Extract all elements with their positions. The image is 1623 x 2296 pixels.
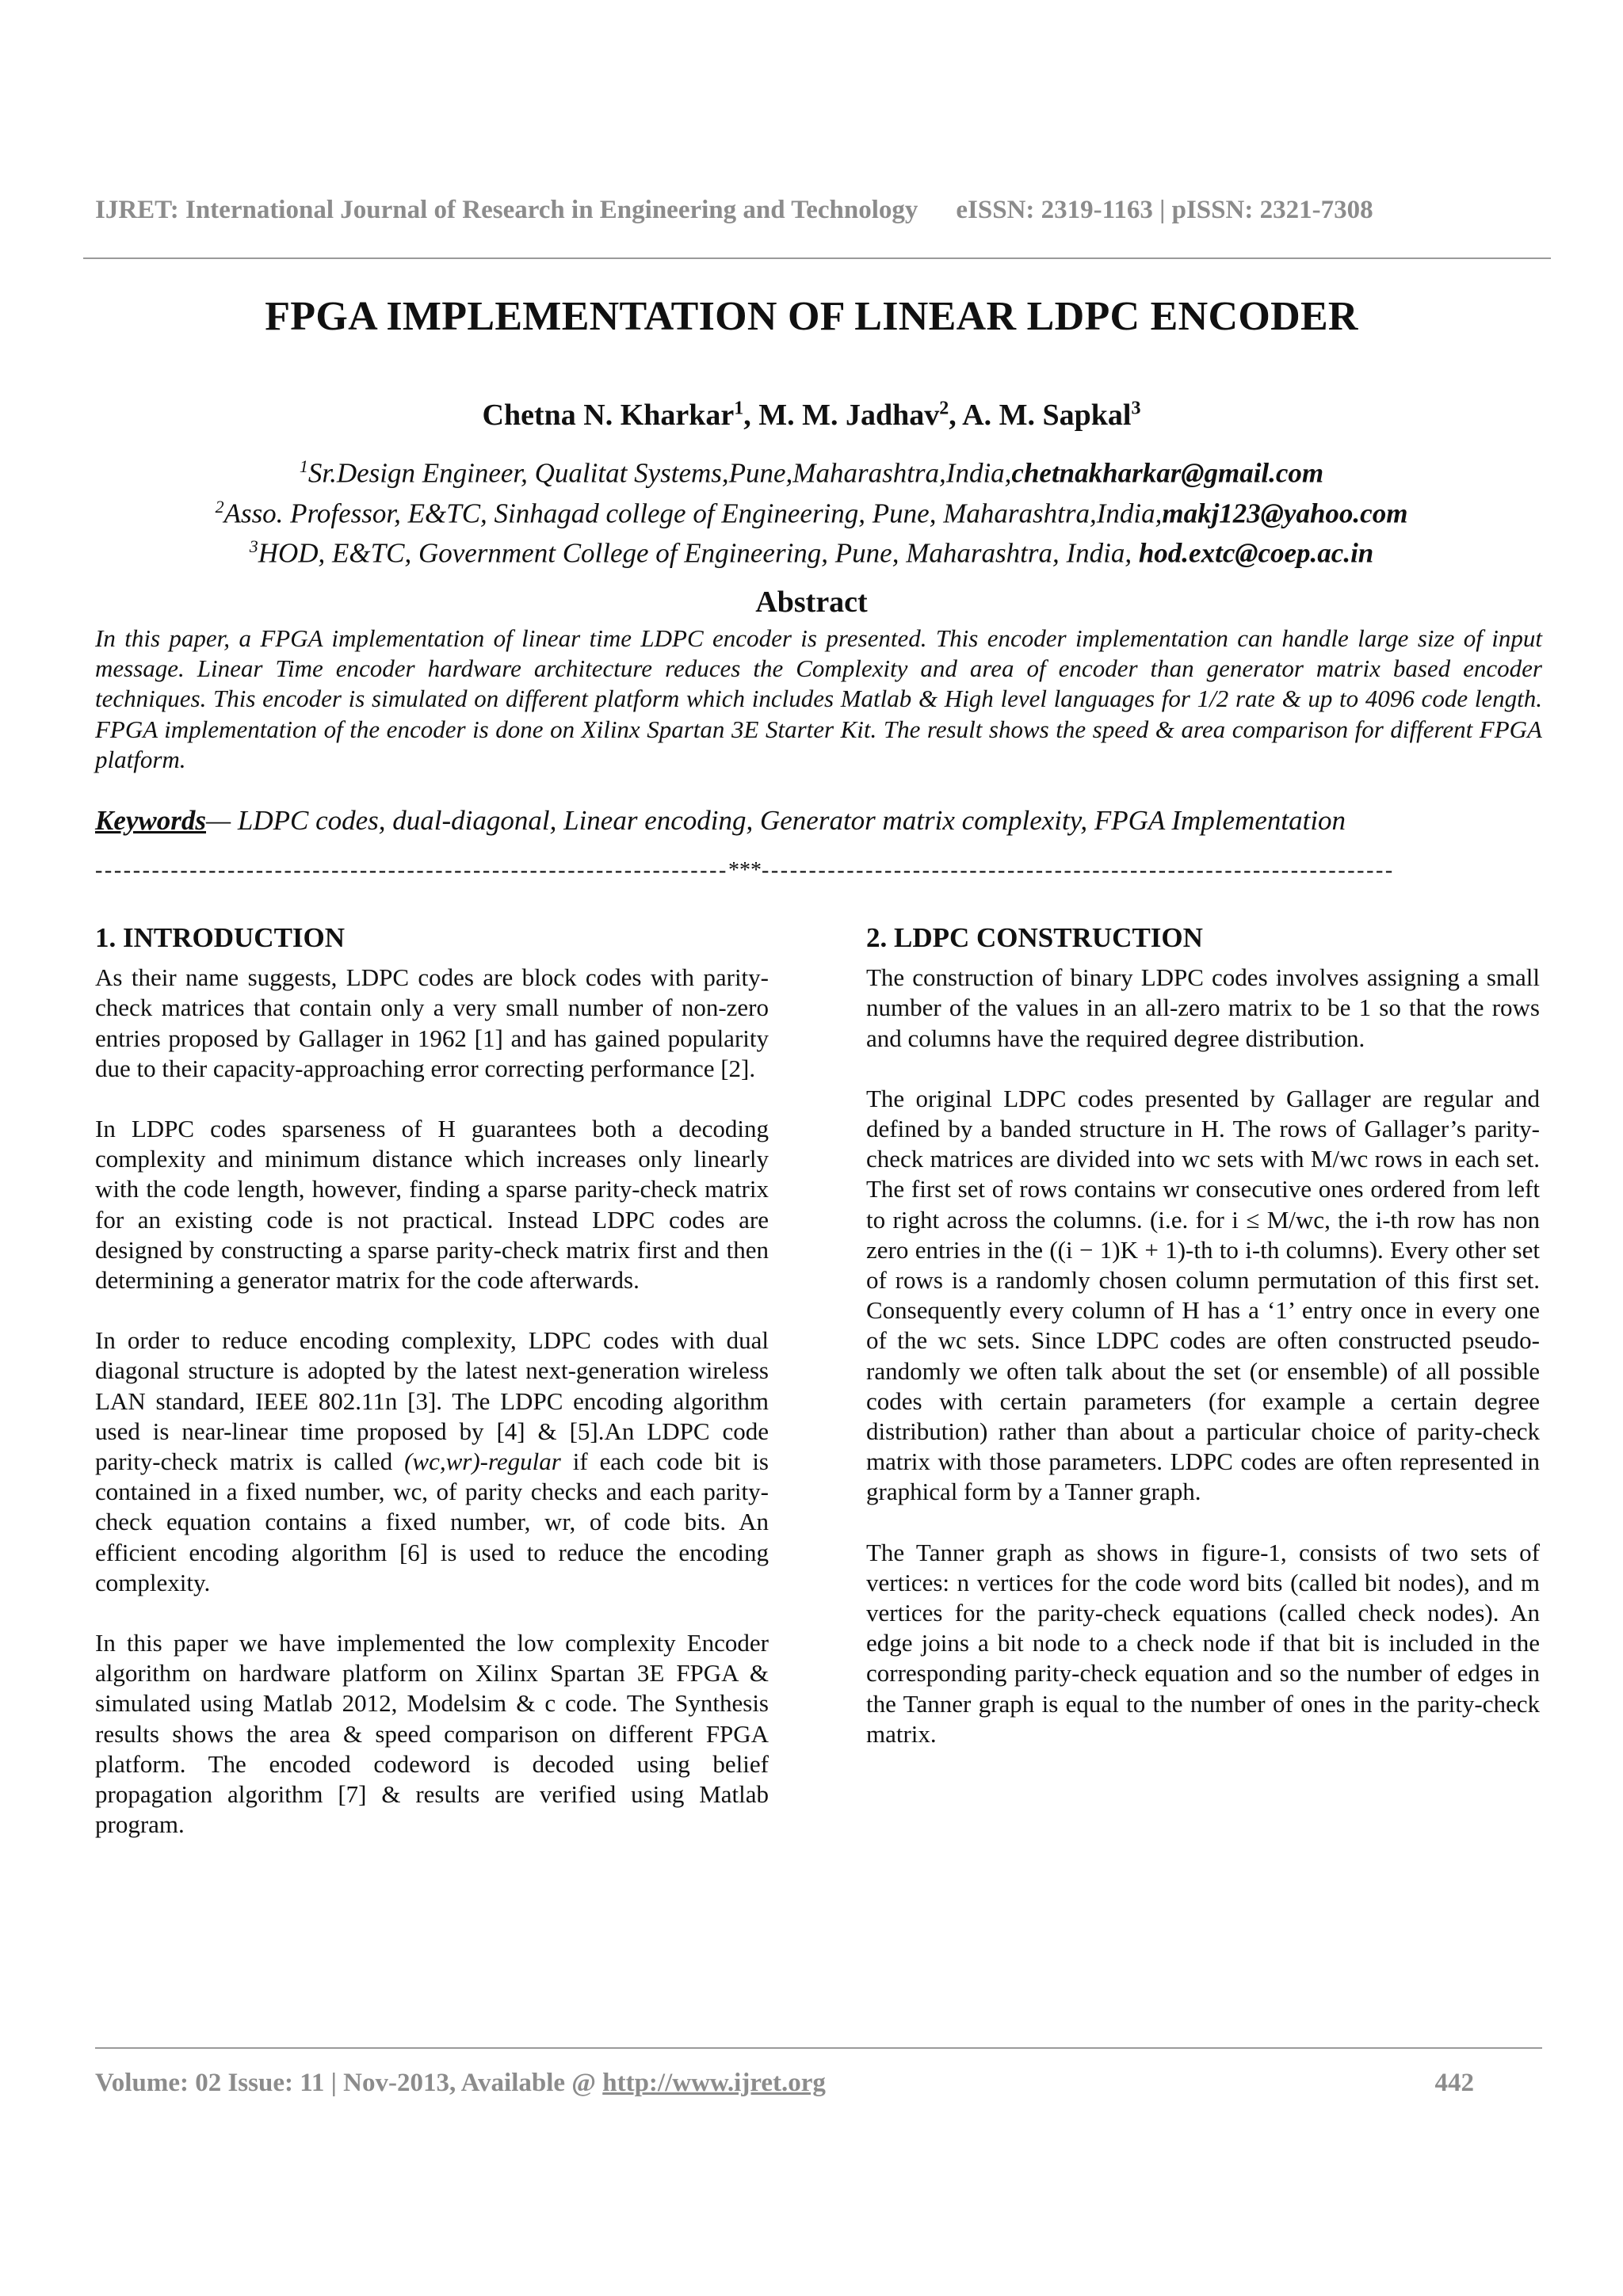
affiliation-line (0, 530, 1623, 570)
paragraph-text: In order to reduce encoding complexity, LDPC codes with dual diagonal structure is adopted by the latest next-generation wireless LAN standard, IEEE 802.11n [3]. The LDPC encoding algorithm used is near-linear time proposed by [4] & [5].An LDPC code parity-check matrix is called (95, 1326, 769, 1476)
affil-text: Asso. Professor, E&TC, Sinhagad college of Engineering, Pune, Maharashtra,India, (223, 498, 1163, 529)
paragraph: The construction of binary LDPC codes involves assigning a small number of the values in an all-zero matrix to be 1 so that the rows and columns have the required degree distribution. (866, 963, 1540, 1052)
author-email[interactable]: makj123@yahoo.com (1162, 498, 1408, 529)
affil-text: Sr.Design Engineer, Qualitat Systems,Pune,Maharashtra,India, (307, 457, 1012, 489)
affiliations (0, 450, 1623, 570)
paper-title: FPGA IMPLEMENTATION OF LINEAR LDPC ENCODER (265, 294, 1358, 339)
left-column (95, 923, 769, 1870)
author-email[interactable]: hod.extc@coep.ac.in (1138, 537, 1374, 569)
separator-stars: *** (727, 858, 762, 883)
keywords-label: Keywords (95, 805, 206, 836)
affiliation-line (0, 490, 1623, 531)
paragraph: In LDPC codes sparseness of H guarantees both a decoding complexity and minimum distance which increases only linearly with the code length, however, finding a sparse parity-check matrix for an existing code is not practical. Instead LDPC codes are designed by constructing a sparse parity-check matrix first and then determining a generator matrix for the code afterwards. (95, 1115, 769, 1295)
paragraph-text: if each code bit is contained in a fixed number, wc, of parity checks and each parity-check equation contains a fixed number, wr, of code bits. An efficient encoding algorithm [6] is used to reduce the encoding complexity. (95, 1447, 769, 1596)
affil-mark: 2 (215, 496, 224, 517)
section-heading-introduction: 1. INTRODUCTION (95, 922, 346, 953)
paragraph: The Tanner graph as shows in figure-1, consists of two sets of vertices: n vertices for the code word bits (called bit nodes), and m vertices for the parity-check equations (called check nodes). An edge joins a bit node to a check node if that bit is included in the corresponding parity-check equation and so the number of edges in the Tanner graph is equal to the number of ones in the parity-check matrix. (866, 1538, 1540, 1748)
journal-url-link[interactable]: http://www.ijret.org (602, 2069, 826, 2097)
author-name: A. M. Sapkal (962, 399, 1132, 432)
section-separator: -------------------------------------------------------------------***------------------------------------------------------------------- (95, 858, 1395, 883)
right-column (866, 923, 1540, 1779)
footer-rule (95, 2047, 1542, 2049)
affiliation-line (0, 450, 1623, 490)
abstract-heading: Abstract (755, 585, 868, 619)
volume-info: Volume: 02 Issue: 11 | Nov-2013, Available @ (95, 2069, 603, 2097)
paragraph: The original LDPC codes presented by Gallager are regular and defined by a banded structure in H. The rows of Gallager’s parity-check matrices are divided into wc sets with M/wc rows in each set. The first set of rows contains wr consecutive ones ordered from left to right across the columns. (i.e. for i ≤ M/wc, the i-th row has non zero entries in the ((i − 1)K + 1)-th to i-th columns). Every other set of rows is a randomly chosen column permutation of this first set. Consequently every column of H has a ‘1’ entry once in every one of the wc sets. Since LDPC codes are often constructed pseudo-randomly we often talk about the set (or ensemble) of all possible codes with certain parameters (for example a certain degree distribution) rather than about a particular choice of parity-check matrix with those parameters. LDPC codes are often represented in graphical form by a Tanner graph. (866, 1084, 1540, 1506)
abstract-text: In this paper, a FPGA implementation of linear time LDPC encoder is presented. This encoder implementation can handle large size of input message. Linear Time encoder hardware architecture reduces the Complexity and area of encoder than generator matrix based encoder techniques. This encoder is simulated on different platform which includes Matlab & High level languages for 1/2 rate & up to 4096 code length. FPGA implementation of the encoder is done on Xilinx Spartan 3E Starter Kit. The result shows the speed & area comparison for different FPGA platform. (95, 624, 1542, 773)
running-footer (95, 2069, 1474, 2098)
journal-name: IJRET: International Journal of Research in Engineering and Technology (95, 196, 918, 224)
keywords-text: — LDPC codes, dual-diagonal, Linear encoding, Generator matrix complexity, FPGA Implementation (206, 805, 1346, 836)
author-email[interactable]: chetnakharkar@gmail.com (1011, 457, 1324, 489)
author-name: M. M. Jadhav (758, 399, 940, 432)
author-separator: , (949, 399, 963, 432)
author-affil-mark: 3 (1131, 398, 1141, 419)
emphasis-term: (wc,wr)-regular (404, 1447, 561, 1476)
author-name: Chetna N. Kharkar (482, 399, 735, 432)
affil-text: HOD, E&TC, Government College of Engineering, Pune, Maharashtra, India, (258, 537, 1139, 569)
author-line (0, 398, 1623, 433)
paragraph: As their name suggests, LDPC codes are block codes with parity-check matrices that contain only a very small number of non-zero entries proposed by Gallager in 1962 [1] and has gained popularity due to their capacity-approaching error correcting performance [2]. (95, 963, 769, 1082)
page-number: 442 (1434, 2069, 1474, 2097)
running-header (95, 196, 1537, 225)
keywords-line (95, 805, 1542, 837)
paragraph: In this paper we have implemented the low complexity Encoder algorithm on hardware platform on Xilinx Spartan 3E FPGA & simulated using Matlab 2012, Modelsim & c code. The Synthesis results shows the area & speed comparison on different FPGA platform. The encoded codeword is decoded using belief propagation algorithm [7] & results are verified using Matlab program. (95, 1629, 769, 1839)
author-affil-mark: 2 (939, 398, 949, 419)
section-heading-ldpc-construction: 2. LDPC CONSTRUCTION (866, 922, 1203, 953)
header-rule (83, 257, 1551, 259)
affil-mark: 1 (299, 456, 308, 476)
author-separator: , (743, 399, 759, 432)
issn-numbers: eISSN: 2319-1163 | pISSN: 2321-7308 (956, 196, 1373, 224)
paragraph (95, 1325, 769, 1598)
affil-mark: 3 (249, 536, 258, 557)
author-affil-mark: 1 (734, 398, 744, 419)
